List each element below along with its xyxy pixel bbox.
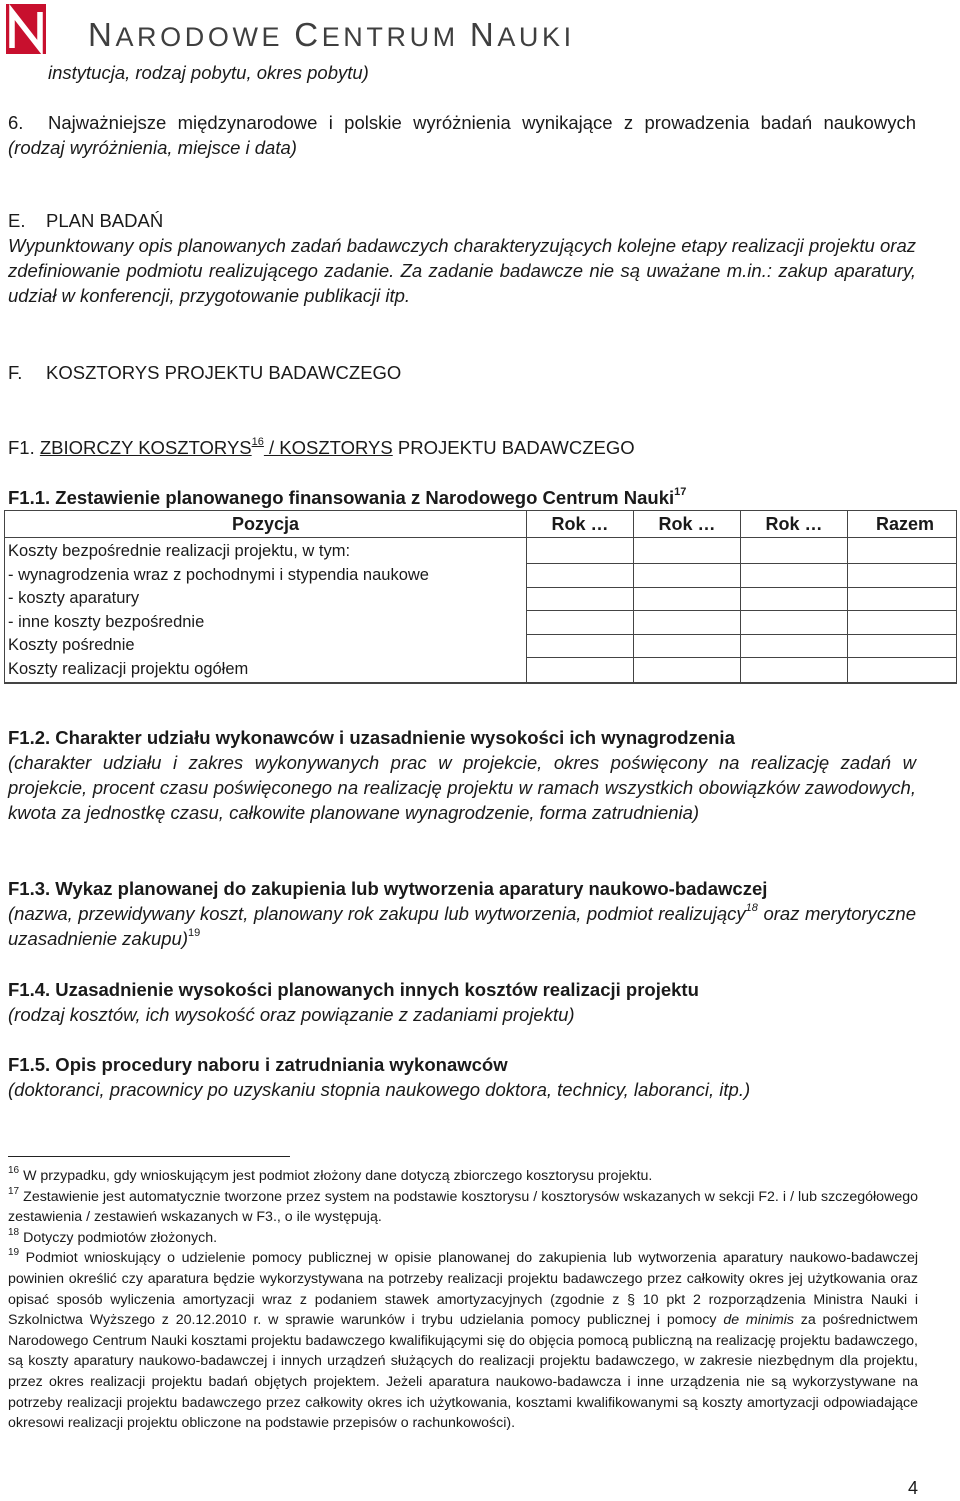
amount-cell[interactable] xyxy=(634,611,741,635)
section-6-note: (rodzaj wyróżnienia, miejsce i data) xyxy=(8,137,297,158)
footnotes xyxy=(8,1166,918,1434)
row-label: - inne koszty bezpośrednie xyxy=(5,611,527,635)
amount-cell[interactable] xyxy=(527,564,634,588)
table-row xyxy=(5,564,957,588)
section-f1-2-description: (charakter udziału i zakres wykonywanych prac w projekcie, okres poświęcony na realizację zadań w projekcie, procent czasu poświęconego na realizację projektu w ramach wszystkich obowiązków zawodowych, kwota za jednostkę czasu, całkowite planowane wynagrodzenie, forma zatrudnienia) xyxy=(8,752,916,823)
header-rok-1: Rok … xyxy=(527,511,634,538)
amount-cell[interactable] xyxy=(741,564,848,588)
section-e-heading: E. PLAN BADAŃ xyxy=(8,210,164,231)
table-row xyxy=(5,658,957,683)
header-razem: Razem xyxy=(848,511,957,538)
section-f1-5-title: F1.5. Opis procedury naboru i zatrudniania wykonawców xyxy=(8,1054,508,1075)
table-row xyxy=(5,611,957,635)
amount-cell[interactable] xyxy=(741,634,848,658)
footnote-17: $^{17}$ Zestawienie jest automatycznie tworzone przez system na podstawie kosztorysu / kosztorysów wskazanych w sekcji F2. i / lub szczegółowego zestawienia / zestawień wskazanych w F3., o ile występują. xyxy=(8,1185,918,1226)
footnote-16: $^{16}$ W przypadku, gdy wnioskującym jest podmiot złożony dane dotyczą zbiorczego kosztorysu projektu. xyxy=(8,1165,653,1184)
section-e-title: PLAN BADAŃ xyxy=(46,210,164,231)
amount-cell[interactable] xyxy=(741,658,848,683)
amount-cell[interactable] xyxy=(527,611,634,635)
table-row xyxy=(5,538,957,564)
row-label: - koszty aparatury xyxy=(5,587,527,611)
amount-cell[interactable] xyxy=(848,587,957,611)
section-f-heading: F. KOSZTORYS PROJEKTU BADAWCZEGO xyxy=(8,362,402,383)
row-label: - wynagrodzenia wraz z pochodnymi i stypendia naukowe xyxy=(5,564,527,588)
amount-cell[interactable] xyxy=(634,538,741,564)
section-f1-1-title: F1.1. Zestawienie planowanego finansowania z Narodowego Centrum Nauki$^{17}$ xyxy=(8,486,687,508)
section-f1-3-description: (nazwa, przewidywany koszt, planowany rok zakupu lub wytworzenia, podmiot realizujący$^{18}$ oraz merytoryczne uzasadnienie zakupu)$^{19}$ xyxy=(8,902,916,949)
header-rok-3: Rok … xyxy=(741,511,848,538)
row-label: Koszty bezpośrednie realizacji projektu, w tym: xyxy=(5,538,527,564)
section-6-title: Najważniejsze międzynarodowe i polskie wyróżnienia wynikające z prowadzenia badań naukowych xyxy=(48,112,916,133)
table-row xyxy=(5,634,957,658)
section-f1-4-description: (rodzaj kosztów, ich wysokość oraz powiązanie z zadaniami projektu) xyxy=(8,1004,575,1025)
footnote-18: $^{18}$ Dotyczy podmiotów złożonych. xyxy=(8,1226,218,1246)
amount-cell[interactable] xyxy=(741,587,848,611)
section-6 xyxy=(8,110,916,160)
amount-cell[interactable] xyxy=(848,564,957,588)
amount-cell[interactable] xyxy=(634,658,741,683)
amount-cell[interactable] xyxy=(634,564,741,588)
section-f-title: KOSZTORYS PROJEKTU BADAWCZEGO xyxy=(46,362,402,383)
section-f1-3-title: F1.3. Wykaz planowanej do zakupienia lub wytworzenia aparatury naukowo-badawczej xyxy=(8,878,768,899)
section-f1-2-title: F1.2. Charakter udziału wykonawców i uzasadnienie wysokości ich wynagrodzenia xyxy=(8,727,735,748)
row-label: Koszty realizacji projektu ogółem xyxy=(5,658,527,683)
amount-cell[interactable] xyxy=(741,611,848,635)
section-e-description: Wypunktowany opis planowanych zadań badawczych charakteryzujących kolejne etapy realizacji projektu oraz zdefiniowanie podmiotu realizującego zadanie. Za zadanie badawcze nie są uważane m.in.: zakup aparatury, udział w konferencji, przygotowanie publikacji itp. xyxy=(8,235,916,306)
amount-cell[interactable] xyxy=(527,587,634,611)
footnote-19: $^{19}$ Podmiot wnioskujący o udzielenie pomocy publicznej w opisie planowanej do zakupienia lub wytworzenia aparatury naukowo-badawczej powinien określić czy aparatura będzie wykorzystywana na potrzeby realizacji projektu badawczego przez całkowity okres jej użytkowania oraz opisać sposób wyliczenia amortyzacji wraz z podaniem stawek amortyzacyjnych (zgodnie z § 10 pkt 2 rozporządzenia Ministra Nauki i Szkolnictwa Wyższego z 20.12.2010 r. w sprawie warunków i trybu udzielania pomocy publicznej i pomocy de minimis za pośrednictwem Narodowego Centrum Nauki kosztami projektu badawczego kwalifikującymi się do objęcia pomocą publiczną na realizację projektu badawczego, są koszty aparatury naukowo-badawczej i innych urządzeń służących do realizacji projektu badawczego, w zakresie niezbędnym dla projektu, przez okres realizacji projektu badań objętych projektem. Jeżeli aparatura naukowo-badawcza i inne urządzenia nie są wykorzystywane na potrzeby realizacji projektu badawczego przez całkowity okres ich użytkowania, kosztami kwalifikowanymi są koszty amortyzacji odpowiadające okresowi realizacji projektu obliczone na podstawie przepisów o rachunkowości). xyxy=(8,1247,918,1432)
amount-cell[interactable] xyxy=(527,634,634,658)
section-f1-5-description: (doktoranci, pracownicy po uzyskaniu stopnia naukowego doktora, technicy, laboranci, itp.) xyxy=(8,1079,751,1100)
footnote-divider xyxy=(8,1156,290,1157)
section-6-number: 6. xyxy=(8,112,24,133)
row-label: Koszty pośrednie xyxy=(5,634,527,658)
ncn-logo-icon xyxy=(6,4,46,54)
amount-cell[interactable] xyxy=(848,634,957,658)
table-header-row xyxy=(5,511,957,538)
amount-cell[interactable] xyxy=(527,658,634,683)
header-rok-2: Rok … xyxy=(634,511,741,538)
section-5-continuation: instytucja, rodzaj pobytu, okres pobytu) xyxy=(48,62,369,83)
amount-cell[interactable] xyxy=(848,611,957,635)
zbiorczy-kosztorys-link: ZBIORCZY KOSZTORYS xyxy=(39,437,252,458)
financing-table xyxy=(4,510,957,684)
amount-cell[interactable] xyxy=(848,538,957,564)
table-row xyxy=(5,587,957,611)
brand-name: NARODOWE CENTRUM NAUKI xyxy=(88,16,575,53)
header-pozycja: Pozycja xyxy=(5,511,527,538)
page-number: 4 xyxy=(907,1478,918,1498)
section-f1-4-title: F1.4. Uzasadnienie wysokości planowanych innych kosztów realizacji projektu xyxy=(8,979,699,1000)
amount-cell[interactable] xyxy=(527,538,634,564)
amount-cell[interactable] xyxy=(634,587,741,611)
section-f1-heading: F1. ZBIORCZY KOSZTORYS$^{16}$ / KOSZTORYS PROJEKTU BADAWCZEGO xyxy=(8,436,635,458)
amount-cell[interactable] xyxy=(741,538,848,564)
amount-cell[interactable] xyxy=(848,658,957,683)
amount-cell[interactable] xyxy=(634,634,741,658)
page-header xyxy=(0,0,960,62)
